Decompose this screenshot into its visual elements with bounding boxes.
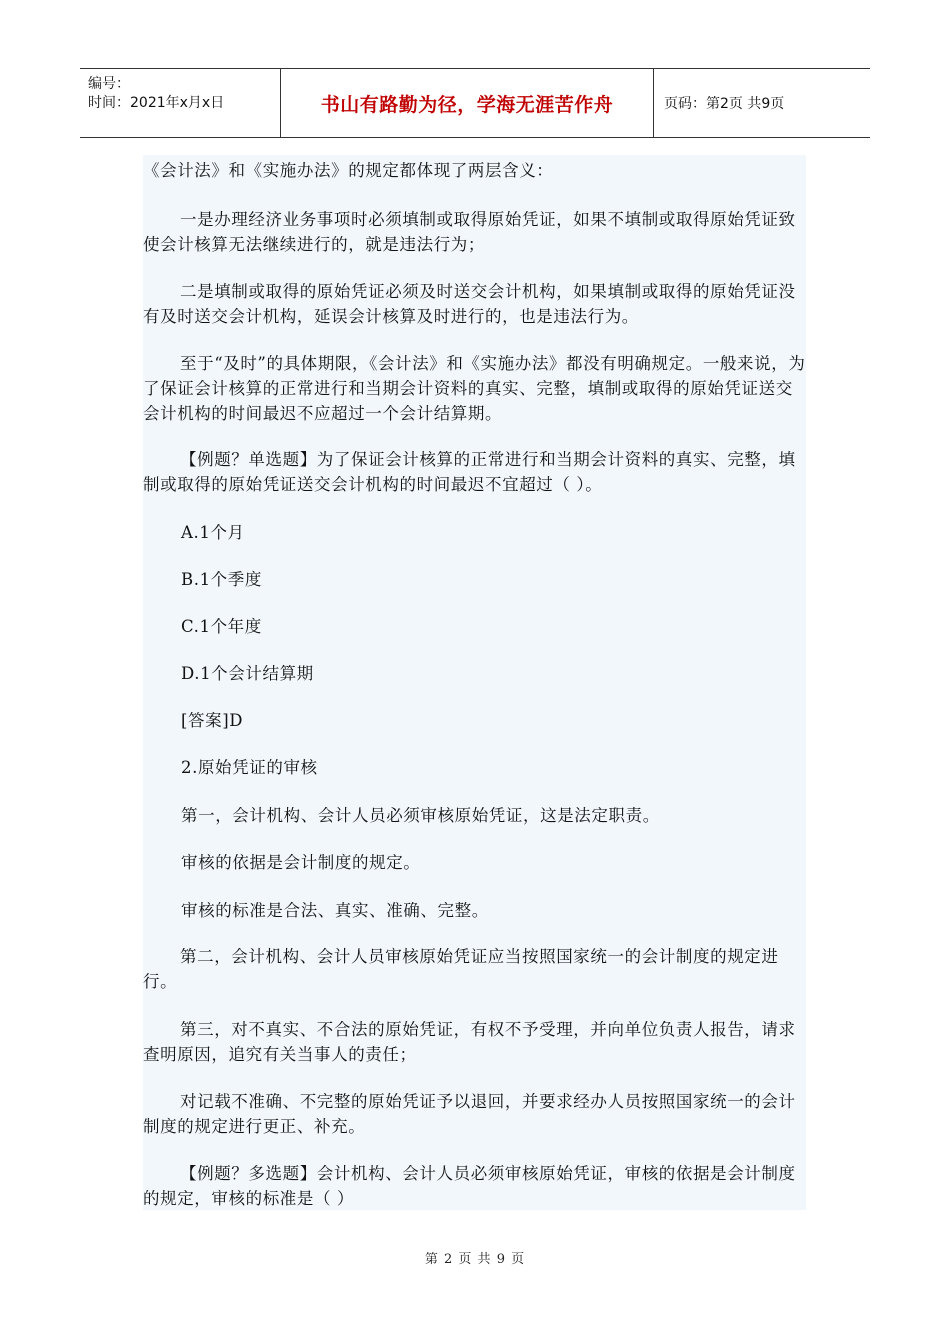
paragraph-review-basis: 审核的依据是会计制度的规定。 — [181, 853, 421, 872]
paragraph-timing: 至于“及时”的具体期限，《会计法》和《实施办法》都没有明确规定。一般来说，为了保证会计核算的正常进行和当期会计资料的真实、完整，填制或取得的原始凭证送交会计机构的时间最迟不应超过一个会计结算期。 — [143, 354, 806, 423]
paragraph-point-two: 二是填制或取得的原始凭证必须及时送交会计机构，如果填制或取得的原始凭证没有及时送交会计机构，延误会计核算及时进行的，也是违法行为。 — [143, 282, 796, 326]
header-motto: 书山有路勤为径，学海无涯苦作舟 — [281, 69, 654, 137]
header-page-code: 页码：第2页 共9页 — [664, 96, 785, 112]
option-a: A.1个月 — [181, 523, 245, 542]
option-b: B.1个季度 — [181, 570, 262, 589]
paragraph-return: 对记载不准确、不完整的原始凭证予以退回，并要求经办人员按照国家统一的会计制度的规定进行更正、补充。 — [143, 1092, 796, 1136]
section-heading-review: 2.原始凭证的审核 — [181, 758, 318, 777]
paragraph-third: 第三，对不真实、不合法的原始凭证，有权不予受理，并向单位负责人报告，请求查明原因，追究有关当事人的责任； — [143, 1020, 796, 1064]
paragraph-point-one: 一是办理经济业务事项时必须填制或取得原始凭证，如果不填制或取得原始凭证致使会计核算无法继续进行的，就是违法行为； — [143, 210, 796, 254]
example-multiple-choice: 【例题？多选题】会计机构、会计人员必须审核原始凭证，审核的依据是会计制度的规定，审核的标准是（ ） — [143, 1164, 796, 1208]
document-number-label: 编号： — [88, 76, 130, 92]
paragraph-intro: 《会计法》和《实施办法》的规定都体现了两层含义： — [143, 161, 554, 180]
option-c: C.1个年度 — [181, 617, 262, 636]
header-meta-cell — [80, 69, 281, 137]
document-body — [143, 155, 806, 1210]
option-d: D.1个会计结算期 — [181, 664, 314, 683]
paragraph-review-standard: 审核的标准是合法、真实、准确、完整。 — [181, 901, 489, 920]
page-header — [80, 68, 870, 138]
page-footer: 第 2 页 共 9 页 — [424, 1252, 526, 1267]
paragraph-second: 第二，会计机构、会计人员审核原始凭证应当按照国家统一的会计制度的规定进行。 — [143, 947, 779, 991]
example-single-choice: 【例题？单选题】为了保证会计核算的正常进行和当期会计资料的真实、完整，填制或取得的原始凭证送交会计机构的时间最迟不宜超过（ ）。 — [143, 450, 796, 494]
paragraph-first: 第一，会计机构、会计人员必须审核原始凭证，这是法定职责。 — [181, 806, 660, 825]
document-time-label: 时间：2021年x月x日 — [88, 95, 225, 111]
answer: [答案]D — [181, 711, 244, 730]
